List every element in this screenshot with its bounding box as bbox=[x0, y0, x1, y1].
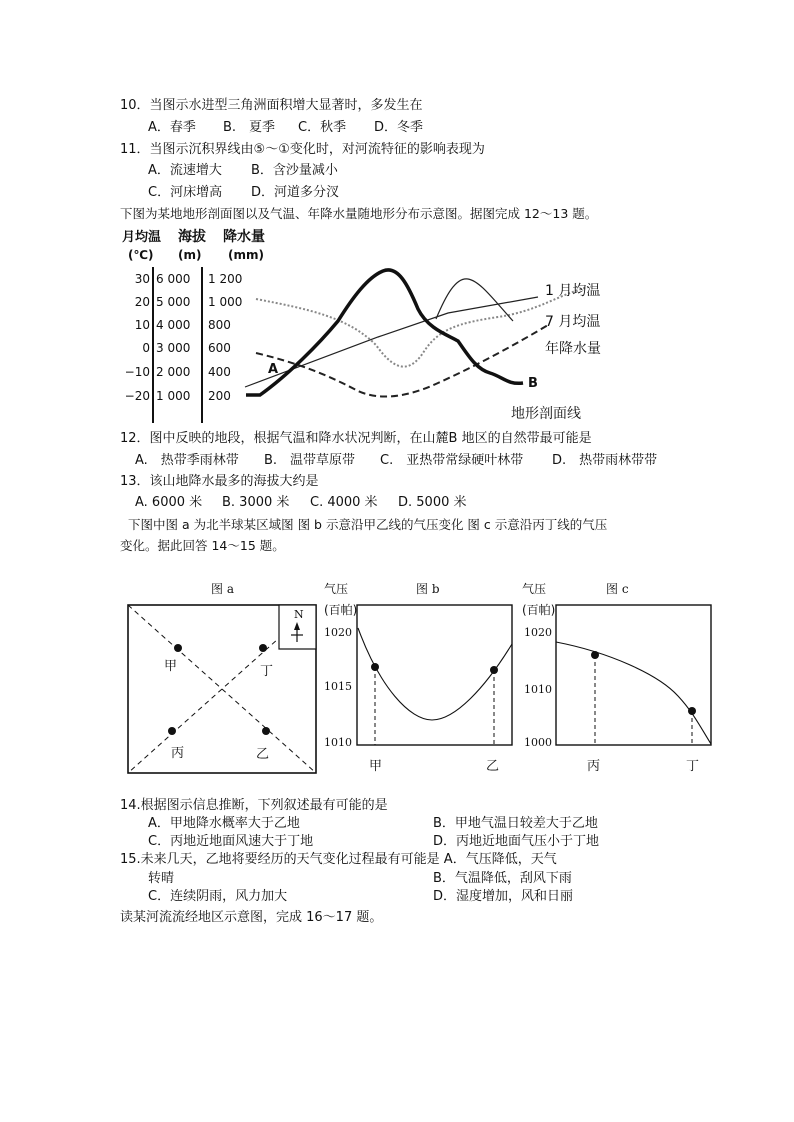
figure-b-tick: 1020 bbox=[324, 626, 352, 639]
intro-14-15-b: 变化。据此回答 14～15 题。 bbox=[120, 538, 285, 553]
q15-option-b[interactable]: B．气温降低，刮风下雨 bbox=[433, 871, 572, 886]
alt-tick: 1 000 bbox=[156, 389, 191, 403]
temp-tick: 20 bbox=[134, 295, 150, 309]
bing-point bbox=[168, 727, 176, 735]
q14-option-d[interactable]: D．丙地近地面气压小于丁地 bbox=[433, 834, 600, 849]
q11-option-c[interactable]: C．河床增高 bbox=[148, 185, 223, 200]
figure-c-x-left: 丙 bbox=[587, 759, 601, 774]
q10-option-d[interactable]: D．冬季 bbox=[374, 120, 424, 135]
north-label: N bbox=[294, 608, 304, 621]
alt-tick: 2 000 bbox=[156, 365, 191, 379]
q15-option-d[interactable]: D．湿度增加，风和日丽 bbox=[433, 889, 574, 904]
point-a: A bbox=[268, 362, 279, 377]
rain-peak-line bbox=[436, 279, 513, 321]
ding-label: 丁 bbox=[260, 664, 274, 679]
rain-tick: 1 200 bbox=[208, 272, 243, 286]
alt-tick: 6 000 bbox=[156, 272, 191, 286]
figure-b-pressure-curve bbox=[358, 628, 512, 720]
intro-12-13: 下图为某地地形剖面图以及气温、年降水量随地形分布示意图。据图完成 12～13 题。 bbox=[120, 206, 598, 221]
temp-tick: −20 bbox=[124, 389, 150, 403]
figure-c-x-right: 丁 bbox=[686, 759, 700, 774]
figure-c-ylabel: 气压 bbox=[522, 582, 547, 596]
q11-option-b[interactable]: B．含沙量减小 bbox=[251, 163, 338, 178]
intro-16-17: 读某河流流经地区示意图，完成 16～17 题。 bbox=[120, 910, 383, 925]
bing-label: 丙 bbox=[171, 746, 185, 761]
figure-b bbox=[320, 578, 516, 776]
rain-tick: 1 000 bbox=[208, 295, 243, 309]
q14-option-a[interactable]: A．甲地降水概率大于乙地 bbox=[148, 816, 300, 831]
header-temp: 月均温 bbox=[122, 230, 162, 245]
figure-c-tick: 1020 bbox=[524, 626, 552, 639]
alt-tick: 3 000 bbox=[156, 341, 191, 355]
rain-tick: 200 bbox=[208, 389, 231, 403]
rain-tick: 600 bbox=[208, 341, 231, 355]
temp-tick: −10 bbox=[124, 365, 150, 379]
q12-option-b[interactable]: B. 温带草原带 bbox=[264, 453, 356, 468]
q14-option-c[interactable]: C．丙地近地面风速大于丁地 bbox=[148, 834, 314, 849]
figure-c-tick: 1010 bbox=[524, 683, 552, 696]
q15-option-c[interactable]: C．连续阴雨，风力加大 bbox=[148, 889, 288, 904]
terrain-profile-line bbox=[246, 270, 523, 395]
figure-c-tick: 1000 bbox=[524, 736, 552, 749]
figure-b-yunit: (百帕) bbox=[324, 603, 358, 617]
profile-figure bbox=[118, 225, 638, 425]
label-jul-temp: 7 月均温 bbox=[545, 314, 601, 330]
yi-label: 乙 bbox=[256, 747, 270, 762]
header-rain: 降水量 bbox=[223, 229, 265, 245]
rain-tick: 400 bbox=[208, 365, 231, 379]
figure-b-x-left: 甲 bbox=[369, 759, 383, 774]
label-profile: 地形剖面线 bbox=[511, 406, 581, 422]
ding-point bbox=[259, 644, 267, 652]
q10-option-a[interactable]: A．春季 bbox=[148, 120, 196, 135]
figure-b-tick: 1015 bbox=[324, 680, 352, 693]
figure-c-frame bbox=[556, 605, 711, 745]
q12-stem: 12．图中反映的地段，根据气温和降水状况判断，在山麓B 地区的自然带最可能是 bbox=[120, 431, 592, 446]
q14-option-b[interactable]: B．甲地气温日较差大于乙地 bbox=[433, 816, 598, 831]
rain-tick: 800 bbox=[208, 318, 231, 332]
q15-stem: 15.未来几天，乙地将要经历的天气变化过程最有可能是 A．气压降低，天气 bbox=[120, 852, 557, 867]
jia-label: 甲 bbox=[164, 659, 178, 674]
unit-alt: (m) bbox=[178, 248, 202, 262]
unit-temp: (℃) bbox=[128, 248, 154, 262]
q11-option-d[interactable]: D．河道多分汊 bbox=[251, 185, 340, 200]
temp-tick: 10 bbox=[134, 318, 150, 332]
q13-option-c[interactable]: C. 4000 米 bbox=[310, 495, 378, 510]
label-rainfall: 年降水量 bbox=[545, 341, 601, 357]
intro-14-15-a: 下图中图 a 为北半球某区域图 图 b 示意沿甲乙线的气压变化 图 c 示意沿丙丁线的气压 bbox=[128, 517, 608, 532]
header-alt: 海拔 bbox=[178, 229, 206, 245]
q13-option-d[interactable]: D. 5000 米 bbox=[398, 495, 467, 510]
q14-stem: 14.根据图示信息推断，下列叙述最有可能的是 bbox=[120, 798, 388, 813]
jia-point bbox=[174, 644, 182, 652]
yi-point bbox=[262, 727, 270, 735]
figure-b-tick: 1010 bbox=[324, 736, 352, 749]
figure-b-title: 图 b bbox=[416, 582, 440, 596]
figure-a bbox=[125, 578, 321, 776]
q10-option-c[interactable]: C．秋季 bbox=[298, 120, 347, 135]
alt-tick: 4 000 bbox=[156, 318, 191, 332]
figure-a-title: 图 a bbox=[211, 582, 234, 596]
q10-option-b[interactable]: B. 夏季 bbox=[223, 120, 276, 135]
q12-option-a[interactable]: A. 热带季雨林带 bbox=[135, 453, 239, 468]
figure-c bbox=[518, 578, 718, 776]
figure-b-ylabel: 气压 bbox=[324, 582, 349, 596]
figure-c-title: 图 c bbox=[606, 582, 629, 596]
q12-option-d[interactable]: D. 热带雨林带带 bbox=[552, 453, 658, 468]
q11-option-a[interactable]: A．流速增大 bbox=[148, 163, 222, 178]
point-b: B bbox=[528, 376, 538, 391]
label-jan-temp: 1 月均温 bbox=[545, 283, 601, 299]
q12-option-c[interactable]: C. 亚热带常绿硬叶林带 bbox=[380, 453, 524, 468]
figure-c-pressure-curve bbox=[556, 642, 711, 744]
figure-b-x-right: 乙 bbox=[486, 759, 500, 774]
q15-stem-cont: 转晴 bbox=[148, 871, 175, 886]
q13-option-a[interactable]: A. 6000 米 bbox=[135, 495, 203, 510]
q13-stem: 13．该山地降水最多的海拔大约是 bbox=[120, 474, 319, 489]
q13-option-b[interactable]: B. 3000 米 bbox=[222, 495, 290, 510]
q10-stem: 10．当图示水进型三角洲面积增大显著时，多发生在 bbox=[120, 98, 423, 113]
temp-tick: 0 bbox=[142, 341, 150, 355]
figure-c-yunit: (百帕) bbox=[522, 603, 556, 617]
alt-tick: 5 000 bbox=[156, 295, 191, 309]
unit-rain: (mm) bbox=[228, 248, 264, 262]
temp-tick: 30 bbox=[134, 272, 150, 286]
q11-stem: 11．当图示沉积界线由⑤～①变化时，对河流特征的影响表现为 bbox=[120, 142, 485, 157]
